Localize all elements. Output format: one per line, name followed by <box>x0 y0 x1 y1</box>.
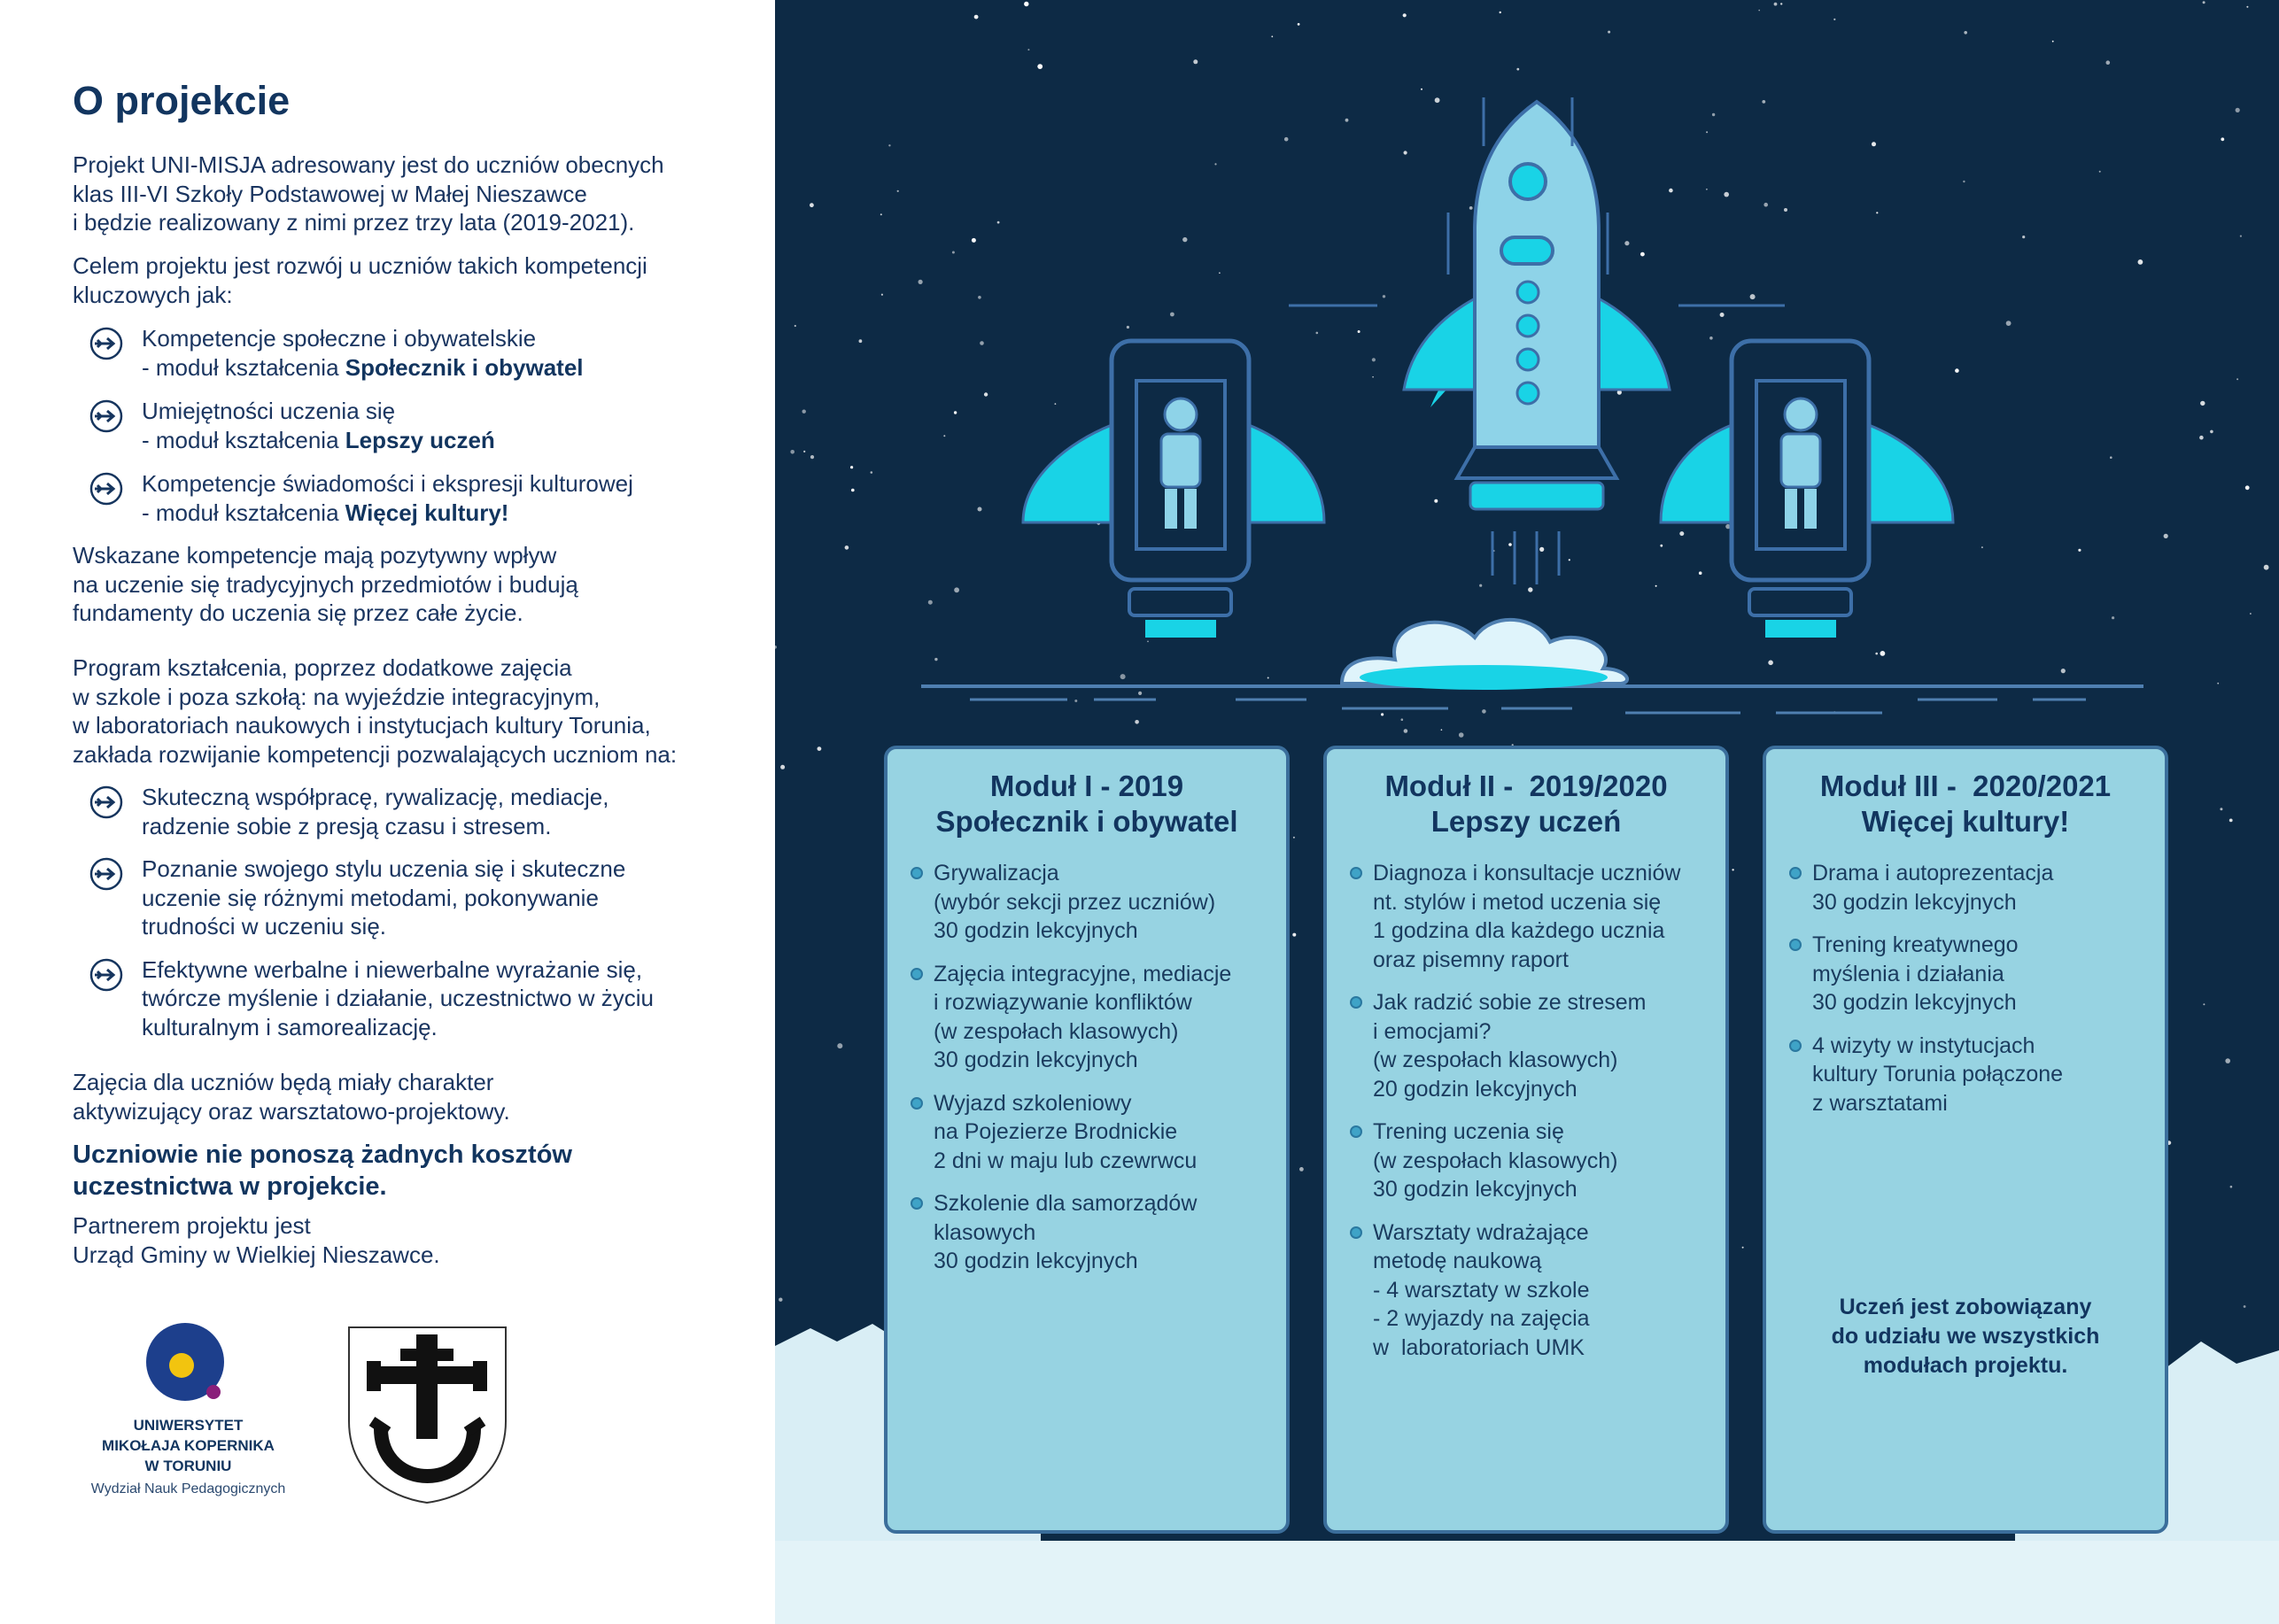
star <box>1037 64 1043 69</box>
star <box>1271 35 1273 37</box>
star <box>1074 700 1077 702</box>
bullet-dot-icon <box>911 1097 923 1110</box>
star <box>1679 531 1684 536</box>
star <box>1127 326 1129 329</box>
module-card-1 <box>884 746 1290 1534</box>
bullet-dot-icon <box>1789 939 1802 951</box>
star <box>954 587 959 592</box>
module-title: Moduł III - 2020/2021 Więcej kultury! <box>1819 769 2112 838</box>
star <box>1298 23 1300 26</box>
star <box>2221 137 2224 141</box>
arrow-bullet-icon <box>89 398 124 434</box>
right-capsule <box>1661 341 1953 638</box>
star <box>1292 933 1296 937</box>
bullet-dot-icon <box>1350 996 1362 1009</box>
star <box>1404 729 1408 733</box>
activity-item: Trening uczenia się (w zespołach klasowych) 30 godzin lekcyjnych <box>1350 1117 1717 1204</box>
bullet-dot-icon <box>911 1197 923 1210</box>
star <box>1441 729 1443 731</box>
left-capsule <box>1023 341 1324 638</box>
umk-emblem-icon <box>144 1319 233 1408</box>
coat-of-arms-icon <box>345 1324 509 1505</box>
star <box>2203 1003 2205 1005</box>
star <box>851 489 855 492</box>
faculty-name: Wydział Nauk Pedagogicznych <box>90 1481 286 1496</box>
activity-item: Diagnoza i konsultacje uczniów nt. stylów i metod uczenia się 1 godzina dla każdego ucznia oraz pisemny raport <box>1350 859 1717 974</box>
activity-item: Zajęcia integracyjne, mediacje i rozwiązywanie konfliktów (w zespołach klasowych) 30 godzin lekcyjnych <box>911 960 1277 1075</box>
star <box>2199 436 2204 440</box>
star <box>1706 189 1708 190</box>
star <box>897 190 899 192</box>
star <box>1709 336 1713 340</box>
arrow-bullet-icon <box>89 326 124 361</box>
competency-item: Umiejętności uczenia się - moduł kształcenia Lepszy uczeń <box>89 397 633 454</box>
star <box>978 296 981 299</box>
intro-paragraph: Projekt UNI-MISJA adresowany jest do uczniów obecnych klas III-VI Szkoły Podstawowej w Małej Nieszawce i będzie realizowany z nimi przez trzy lata (2019-2021). <box>73 151 664 236</box>
module-title: Moduł I - 2019 Społecznik i obywatel <box>935 769 1238 838</box>
star <box>1872 142 1876 146</box>
star <box>2106 60 2111 65</box>
star <box>1508 543 1512 546</box>
star <box>1219 272 1221 274</box>
star <box>2236 378 2238 380</box>
star <box>2022 236 2025 238</box>
star <box>2052 41 2054 43</box>
star <box>803 451 805 452</box>
star <box>810 203 814 207</box>
star <box>1569 559 1570 561</box>
star <box>2078 549 2081 552</box>
star <box>2229 819 2233 823</box>
bullet-dot-icon <box>1350 867 1362 879</box>
star <box>2264 565 2269 570</box>
star <box>1981 546 1983 548</box>
star <box>2210 430 2213 434</box>
star <box>943 435 945 437</box>
star <box>1120 674 1126 679</box>
star <box>1434 499 1438 503</box>
star <box>1479 584 1482 587</box>
star <box>1404 151 1407 154</box>
star <box>2200 401 2205 406</box>
character-paragraph: Zajęcia dla uczniów będą miały charakter aktywizujący oraz warsztatowo-projektowy. <box>73 1069 510 1125</box>
star <box>880 213 882 215</box>
star <box>1762 100 1765 104</box>
star <box>1267 677 1269 679</box>
arrow-bullet-icon <box>89 471 124 507</box>
star <box>1055 403 1057 405</box>
competency-list <box>89 324 633 527</box>
activity-item: 4 wizyty w instytucjach kultury Torunia połączone z warsztatami <box>1789 1032 2156 1118</box>
star <box>2230 1186 2233 1188</box>
star <box>1875 653 1878 655</box>
star <box>850 466 853 468</box>
star <box>2220 808 2222 810</box>
star <box>2246 6 2248 8</box>
star <box>1706 131 1708 133</box>
university-name: UNIWERSYTET MIKOŁAJA KOPERNIKA W TORUNIU <box>102 1417 275 1474</box>
star <box>1135 720 1139 724</box>
module-activity-list <box>1327 859 1725 1362</box>
star <box>928 600 933 605</box>
bullet-dot-icon <box>1350 1125 1362 1138</box>
bullet-dot-icon <box>911 867 923 879</box>
star <box>1624 241 1629 245</box>
launch-pad <box>1360 665 1608 690</box>
star <box>1138 692 1142 695</box>
star <box>818 746 822 751</box>
star <box>775 646 777 649</box>
star <box>1764 203 1768 207</box>
star <box>984 392 988 396</box>
activity-item: Wyjazd szkoleniowy na Pojezierze Brodnickie 2 dni w maju lub czewrwcu <box>911 1089 1277 1176</box>
star <box>1955 368 1959 373</box>
star <box>1712 113 1715 116</box>
star <box>2236 108 2240 112</box>
star <box>1768 661 1773 666</box>
star <box>888 144 890 146</box>
modules-panel <box>775 0 2279 1624</box>
star <box>1750 294 1756 299</box>
activity-item: Jak radzić sobie ze stresem i emocjami? (w zespołach klasowych) 20 godzin lekcyjnych <box>1350 988 1717 1103</box>
activity-item: Grywalizacja (wybór sekcji przez uczniów) 30 godzin lekcyjnych <box>911 859 1277 946</box>
star <box>1742 1247 1744 1249</box>
module-card-3 <box>1763 746 2168 1534</box>
obligation-note: Uczeń jest zobowiązany do udziału we wszystkich modułach projektu. <box>1831 1295 2100 1378</box>
star <box>1774 3 1778 6</box>
star <box>2250 613 2252 615</box>
star <box>954 411 957 414</box>
star <box>1381 713 1384 715</box>
star <box>881 294 883 296</box>
arrow-bullet-icon <box>89 785 124 820</box>
star <box>2164 534 2168 538</box>
partner-paragraph: Partnerem projektu jest Urząd Gminy w Wielkiej Nieszawce. <box>73 1212 440 1268</box>
star <box>1284 137 1289 142</box>
star <box>1720 313 1725 317</box>
star <box>1640 252 1645 257</box>
star <box>1784 208 1787 212</box>
star <box>2138 259 2143 265</box>
star <box>978 507 982 512</box>
star <box>997 221 1000 224</box>
star <box>1539 547 1544 552</box>
skills-list <box>89 783 654 1041</box>
activity-item: Warsztaty wdrażające metodę naukową - 4 warsztaty w szkole - 2 wyjazdy na zajęcia w laboratoriach UMK <box>1350 1218 1717 1363</box>
bullet-dot-icon <box>1789 867 1802 879</box>
skill-item: Efektywne werbalne i niewerbalne wyrażanie się, twórcze myślenie i działanie, uczestnictwo w życiu kulturalnym i samorealizację. <box>89 955 654 1042</box>
star <box>2240 236 2242 237</box>
star <box>1482 709 1486 714</box>
star <box>859 339 863 343</box>
about-panel <box>0 0 775 1624</box>
star <box>2245 485 2250 490</box>
star <box>1372 376 1374 378</box>
star <box>2244 1305 2246 1308</box>
star <box>837 1043 842 1048</box>
goal-paragraph: Celem projektu jest rozwój u uczniów takich kompetencji kluczowych jak: <box>73 252 647 308</box>
star <box>1964 31 1967 35</box>
star <box>1833 19 1835 20</box>
star <box>1459 732 1464 738</box>
star <box>2061 669 2066 673</box>
star <box>795 325 796 327</box>
star <box>1170 313 1174 317</box>
competency-item: Kompetencje społeczne i obywatelskie - moduł kształcenia Społecznik i obywatel <box>89 324 633 382</box>
arrow-bullet-icon <box>89 856 124 892</box>
star <box>952 251 955 254</box>
star <box>802 410 806 414</box>
ground-dashes <box>970 700 2086 713</box>
star <box>980 341 984 345</box>
star <box>1027 49 1029 50</box>
module-activity-list <box>888 859 1286 1276</box>
star <box>1024 2 1028 6</box>
activity-item: Drama i autoprezentacja 30 godzin lekcyjnych <box>1789 859 2156 916</box>
page-title: O projekcie <box>73 78 291 123</box>
star <box>1182 237 1187 242</box>
impact-paragraph: Wskazane kompetencje mają pozytywny wpływ na uczenie się tradycyjnych przedmiotów i budują fundamenty do uczenia się przez całe życie. <box>73 542 578 626</box>
star <box>1299 1167 1304 1172</box>
star <box>974 15 979 19</box>
star <box>1963 181 1965 182</box>
star <box>919 280 923 284</box>
star <box>1372 358 1376 361</box>
star <box>1345 119 1349 122</box>
bullet-dot-icon <box>1789 1040 1802 1052</box>
skill-item: Poznanie swojego stylu uczenia się i skuteczne uczenie się różnymi metodami, pokonywanie trudności w uczeniu się. <box>89 855 654 941</box>
star <box>1655 585 1657 587</box>
star <box>1435 97 1440 103</box>
star <box>779 1298 782 1302</box>
star <box>1421 89 1422 90</box>
star <box>934 658 937 661</box>
star <box>2006 321 2012 326</box>
star <box>845 545 849 550</box>
star <box>1316 332 1319 335</box>
star <box>780 765 785 769</box>
umk-logo <box>71 1319 306 1497</box>
star <box>1660 545 1663 547</box>
star <box>1403 13 1407 17</box>
star <box>1401 718 1404 721</box>
star <box>1214 163 1216 165</box>
star <box>810 455 814 459</box>
module-activity-list <box>1766 859 2165 1117</box>
star <box>1608 31 1610 34</box>
no-costs-statement: Uczniowie nie ponoszą żadnych kosztów uczestnictwa w projekcie. <box>73 1141 572 1201</box>
star <box>871 471 873 474</box>
star <box>1528 587 1532 592</box>
program-paragraph: Program kształcenia, poprzez dodatkowe zajęcia w szkole i poza szkołą: na wyjeździe integracyjnym, w laboratoriach naukowych i instytucjach kultury Torunia, zakłada rozwijanie kompetencji pozwalających uczniom na: <box>73 654 678 768</box>
star <box>2110 456 2112 459</box>
module-card-2 <box>1323 746 1729 1534</box>
star <box>1699 571 1702 575</box>
star <box>1780 3 1782 4</box>
star <box>1732 869 1733 870</box>
star <box>1669 189 1673 193</box>
star <box>1516 68 1519 71</box>
star <box>1383 295 1385 298</box>
arrow-bullet-icon <box>89 957 124 993</box>
star <box>1880 651 1886 656</box>
bullet-dot-icon <box>911 968 923 980</box>
activity-item: Trening kreatywnego myślenia i działania 30 godzin lekcyjnych <box>1789 931 2156 1017</box>
star <box>2217 683 2219 684</box>
star <box>972 238 976 243</box>
star <box>1724 192 1729 197</box>
star <box>1293 837 1295 839</box>
star <box>1147 641 1149 643</box>
star <box>2203 1 2205 4</box>
star <box>1758 10 1760 12</box>
star <box>1469 206 1473 210</box>
star <box>1193 59 1198 64</box>
star <box>2112 616 2114 619</box>
star <box>790 450 795 454</box>
star <box>2225 1058 2230 1063</box>
bullet-dot-icon <box>1350 1226 1362 1239</box>
competency-item: Kompetencje świadomości i ekspresji kulturowej - moduł kształcenia Więcej kultury! <box>89 469 633 527</box>
module-title: Moduł II - 2019/2020 Lepszy uczeń <box>1384 769 1668 838</box>
star <box>2099 171 2101 173</box>
star <box>1358 330 1360 333</box>
snow-ground <box>775 1541 2279 1624</box>
star <box>1500 12 1501 13</box>
activity-item: Szkolenie dla samorządów klasowych 30 godzin lekcyjnych <box>911 1189 1277 1276</box>
star <box>1876 212 1878 213</box>
skill-item: Skuteczną współpracę, rywalizację, mediacje, radzenie sobie z presją czasu i stresem. <box>89 783 654 840</box>
